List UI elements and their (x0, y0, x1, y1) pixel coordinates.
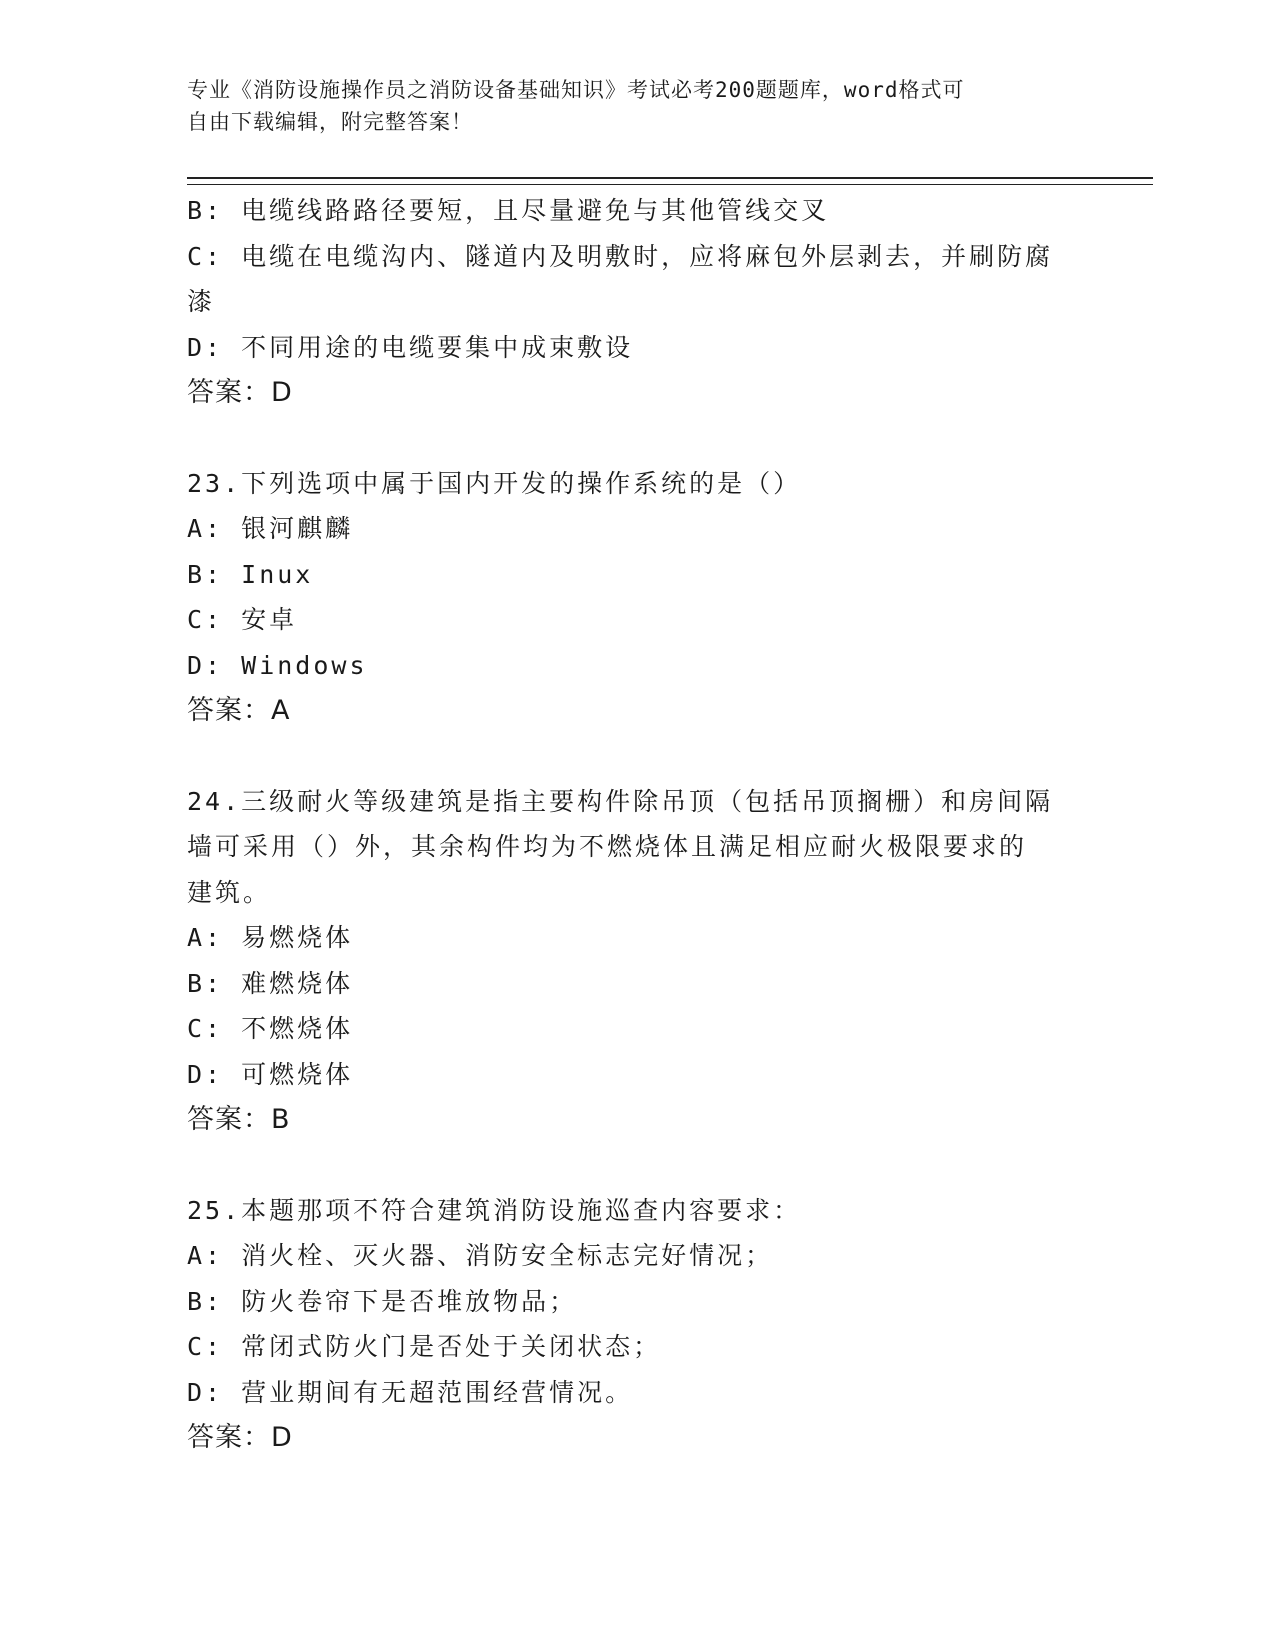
option-d: D: 营业期间有无超范围经营情况。 (187, 1377, 634, 1407)
option-b: B: Inux (187, 559, 314, 589)
question-23 (187, 461, 1087, 734)
spacer (187, 416, 1087, 461)
question-22-continued (187, 188, 1087, 416)
header-line-1: 专业《消防设施操作员之消防设备基础知识》考试必考200题题库，word格式可 (187, 78, 965, 102)
option-c: C: 常闭式防火门是否处于关闭状态； (187, 1332, 662, 1361)
option-b: B: 难燃烧体 (187, 968, 354, 998)
question-stem-continued: 建筑。 (187, 877, 272, 907)
option-d: D: Windows (187, 650, 368, 680)
question-24 (187, 779, 1087, 1143)
answer: 答案：D (187, 377, 293, 408)
page-header (187, 74, 1067, 138)
option-d: D: 可燃烧体 (187, 1059, 354, 1089)
question-stem: 24.三级耐火等级建筑是指主要构件除吊顶（包括吊顶搁栅）和房间隔 (187, 786, 1054, 816)
answer: 答案：D (187, 1422, 293, 1453)
header-divider (187, 177, 1153, 185)
option-b: B: 电缆线路路径要短，且尽量避免与其他管线交叉 (187, 196, 830, 225)
option-a: A: 银河麒麟 (187, 514, 354, 543)
answer: 答案：A (187, 695, 291, 726)
answer: 答案：B (187, 1104, 291, 1135)
question-25 (187, 1188, 1087, 1461)
option-c: C: 电缆在电缆沟内、隧道内及明敷时，应将麻包外层剥去，并刷防腐 (187, 241, 1054, 271)
document-body (187, 188, 1087, 1461)
spacer (187, 734, 1087, 779)
question-stem: 25.本题那项不符合建筑消防设施巡查内容要求： (187, 1195, 802, 1225)
option-d: D: 不同用途的电缆要集中成束敷设 (187, 332, 634, 362)
spacer (187, 1143, 1087, 1188)
question-stem: 23.下列选项中属于国内开发的操作系统的是（） (187, 468, 802, 498)
option-c: C: 安卓 (187, 605, 298, 634)
question-stem-continued: 墙可采用（）外，其余构件均为不燃烧体且满足相应耐火极限要求的 (187, 832, 1028, 861)
header-line-2: 自由下载编辑，附完整答案！ (187, 110, 473, 134)
option-a: A: 易燃烧体 (187, 923, 354, 952)
option-c-continued: 漆 (187, 287, 216, 316)
option-a: A: 消火栓、灭火器、消防安全标志完好情况； (187, 1241, 774, 1270)
option-b: B: 防火卷帘下是否堆放物品； (187, 1286, 578, 1316)
option-c: C: 不燃烧体 (187, 1014, 354, 1043)
